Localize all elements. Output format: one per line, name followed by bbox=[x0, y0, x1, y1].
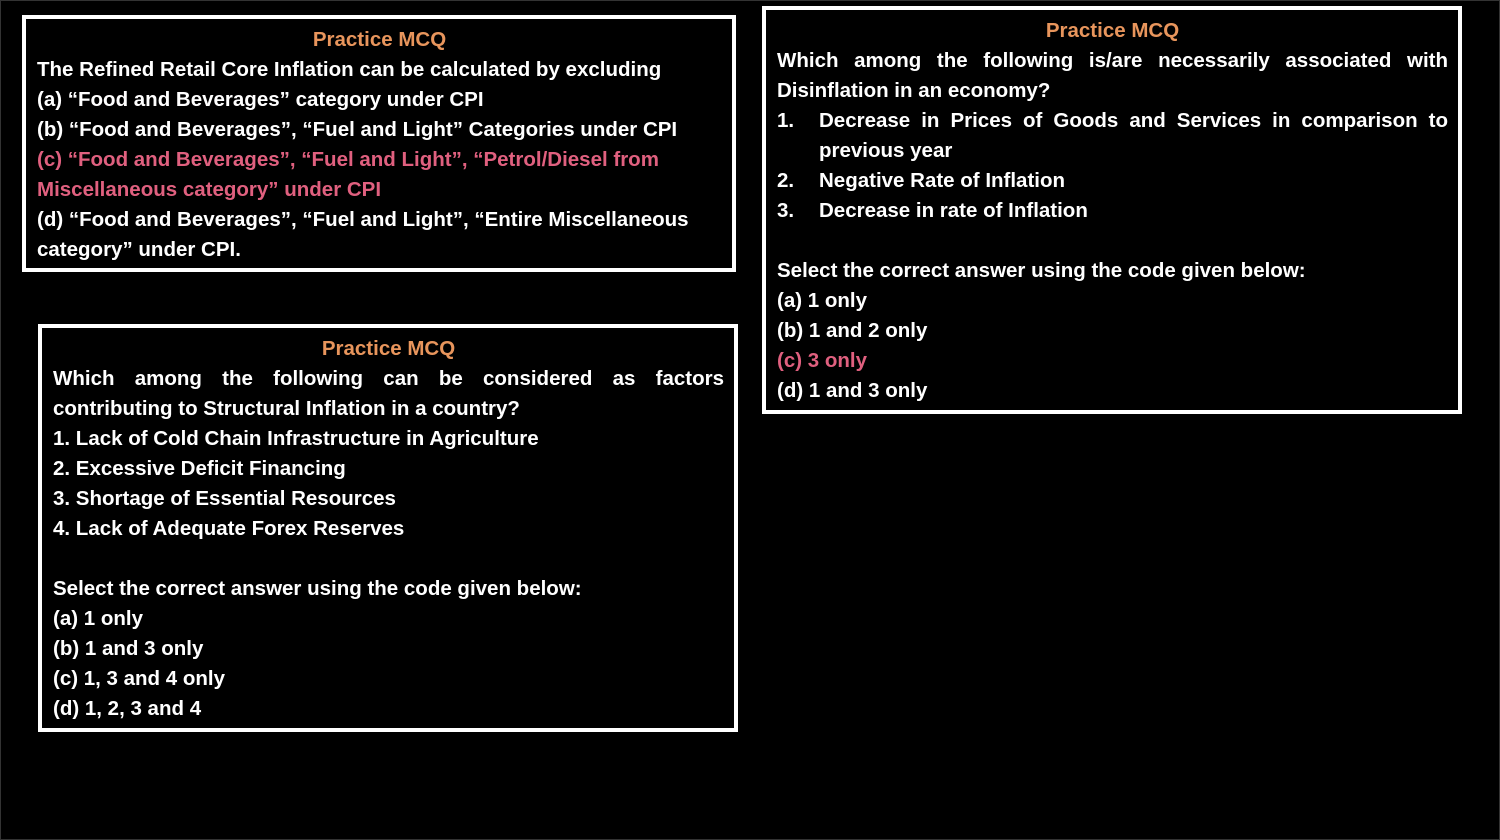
mcq-instruction: Select the correct answer using the code given below: bbox=[53, 577, 582, 600]
statement-text: Negative Rate of Inflation bbox=[819, 169, 1066, 192]
mcq-title: Practice MCQ bbox=[1045, 19, 1180, 42]
mcq-question: Which among the following can be considered as factors contributing to Structural Inflation in a country? bbox=[53, 367, 724, 420]
mcq-option-b: (b) “Food and Beverages”, “Fuel and Light” Categories under CPI bbox=[37, 118, 678, 141]
mcq-option-a: (a) 1 only bbox=[777, 289, 867, 312]
mcq-statement-1: 1. Lack of Cold Chain Infrastructure in Agriculture bbox=[53, 427, 539, 450]
mcq-statement-4: 4. Lack of Adequate Forex Reserves bbox=[53, 517, 405, 540]
statement-text: Decrease in rate of Inflation bbox=[819, 199, 1088, 222]
mcq-option-d: (d) 1, 2, 3 and 4 bbox=[53, 697, 202, 720]
mcq-question: Which among the following is/are necessarily associated with Disinflation in an economy? bbox=[777, 49, 1448, 102]
statement-number: 3. bbox=[777, 199, 795, 222]
mcq-option-c-correct: (c) “Food and Beverages”, “Fuel and Light”, “Petrol/Diesel from Miscellaneous category” under CPI bbox=[37, 148, 659, 201]
mcq-option-a: (a) 1 only bbox=[53, 607, 143, 630]
mcq-option-d: (d) 1 and 3 only bbox=[777, 379, 928, 402]
mcq-title: Practice MCQ bbox=[312, 28, 447, 51]
mcq-option-d: (d) “Food and Beverages”, “Fuel and Light”, “Entire Miscellaneous category” under CPI. bbox=[37, 208, 689, 261]
spacer bbox=[777, 226, 1448, 256]
mcq-statement-3 bbox=[777, 196, 1448, 226]
mcq-card-disinflation bbox=[762, 6, 1462, 414]
statement-number: 2. bbox=[777, 169, 795, 192]
statement-number: 1. bbox=[777, 109, 795, 132]
mcq-title: Practice MCQ bbox=[321, 337, 456, 360]
mcq-question: The Refined Retail Core Inflation can be calculated by excluding bbox=[37, 58, 662, 81]
mcq-option-b: (b) 1 and 3 only bbox=[53, 637, 204, 660]
mcq-instruction: Select the correct answer using the code given below: bbox=[777, 259, 1306, 282]
mcq-option-c-correct: (c) 3 only bbox=[777, 349, 867, 372]
mcq-card-structural-inflation bbox=[38, 324, 738, 732]
mcq-option-b: (b) 1 and 2 only bbox=[777, 319, 928, 342]
mcq-statement-2 bbox=[777, 166, 1448, 196]
statement-text: Decrease in Prices of Goods and Services in comparison to previous year bbox=[819, 109, 1448, 162]
mcq-statement-2: 2. Excessive Deficit Financing bbox=[53, 457, 346, 480]
mcq-statement-3: 3. Shortage of Essential Resources bbox=[53, 487, 396, 510]
mcq-option-c: (c) 1, 3 and 4 only bbox=[53, 667, 226, 690]
mcq-card-refined-core-inflation bbox=[22, 15, 736, 272]
spacer bbox=[53, 544, 724, 574]
mcq-option-a: (a) “Food and Beverages” category under CPI bbox=[37, 88, 484, 111]
mcq-statement-1 bbox=[777, 106, 1448, 166]
